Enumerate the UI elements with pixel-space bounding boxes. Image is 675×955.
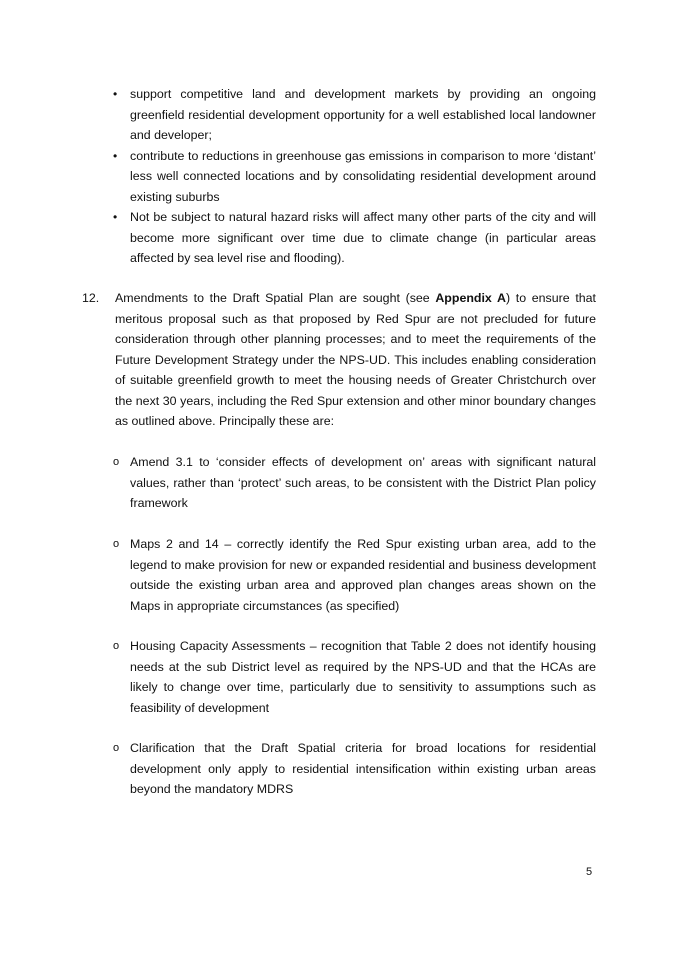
bullet-text: support competitive land and development markets by providing an ongoing greenfield residential development opportunity for a well established local landowner and developer; — [130, 87, 596, 142]
bullet-item — [113, 84, 596, 146]
sub-item-text: Clarification that the Draft Spatial criteria for broad locations for residential development only apply to residential intensification within existing urban areas beyond the mandatory MDRS — [130, 741, 596, 796]
sub-list-item — [113, 738, 596, 800]
bullet-list — [113, 84, 596, 269]
circle-bullet-icon: o — [113, 538, 120, 550]
bullet-item — [113, 207, 596, 269]
circle-bullet-icon: o — [113, 640, 120, 652]
circle-bullet-icon: o — [113, 742, 120, 754]
appendix-reference: Appendix A — [435, 291, 506, 305]
bullet-icon: • — [113, 148, 118, 163]
sub-item-text: Amend 3.1 to ‘consider effects of development on’ areas with significant natural values, rather than ‘protect’ such areas, to be consistent with the District Plan policy framework — [130, 455, 596, 510]
sub-item-text: Maps 2 and 14 – correctly identify the Red Spur existing urban area, add to the legend to make provision for new or expanded residential and business development outside the existing urban area and approved plan changes areas shown on the Maps in appropriate circumstances (as specified) — [130, 537, 596, 613]
bullet-icon: • — [113, 87, 118, 101]
bullet-item — [113, 146, 596, 208]
paragraph-text — [115, 288, 596, 432]
bullet-text: Not be subject to natural hazard risks will affect many other parts of the city and will become more significant over time due to climate change (in particular areas affected by sea level rise and flooding). — [130, 210, 596, 265]
bullet-icon: • — [113, 210, 118, 224]
sub-list-item — [113, 452, 596, 514]
page-number: 5 — [586, 866, 593, 878]
sub-list-item — [113, 636, 596, 718]
sub-list-item — [113, 534, 596, 616]
circle-bullet-icon: o — [113, 456, 120, 468]
paragraph-text-start: Amendments to the Draft Spatial Plan are sought (see — [115, 291, 436, 305]
numbered-paragraph — [82, 288, 596, 432]
bullet-text: contribute to reductions in greenhouse gas emissions in comparison to more ‘distant’ less well connected locations and by consolidating residential development around existing suburbs — [130, 148, 596, 204]
paragraph-text-end: ) to ensure that meritous proposal such as that proposed by Red Spur are not precluded for future consideration through other planning processes; and to meet the requirements of the Future Development Strategy under the NPS-UD. This includes enabling consideration of suitable greenfield growth to meet the housing needs of Greater Christchurch over the next 30 years, including the Red Spur extension and other minor boundary changes as outlined above. Principally these are: — [115, 291, 596, 428]
paragraph-number: 12. — [82, 291, 100, 305]
sub-item-text: Housing Capacity Assessments – recognition that Table 2 does not identify housing needs at the sub District level as required by the NPS-UD and that the HCAs are likely to change over time, particularly due to sensitivity to assumptions such as feasibility of development — [130, 639, 596, 715]
